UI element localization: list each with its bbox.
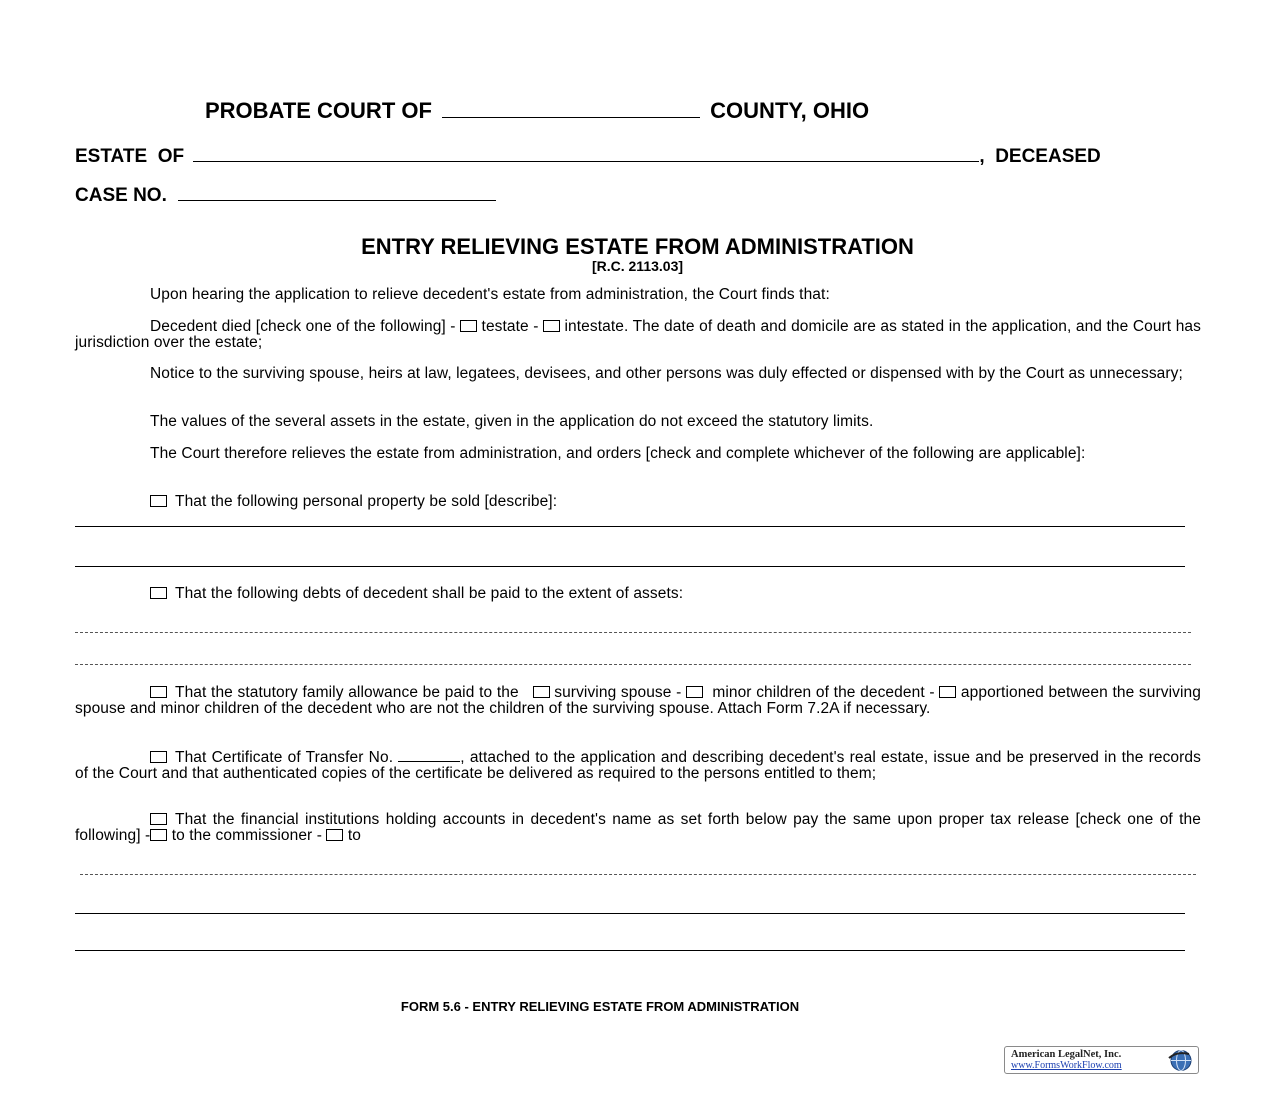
allowance-checkbox[interactable]	[150, 686, 167, 698]
finding-relief: The Court therefore relieves the estate from administration, and orders [check and complete whichever of the following are applicable]:	[150, 445, 1086, 462]
estate-suffix: , DECEASED	[979, 146, 1101, 167]
order-financial	[75, 812, 1201, 844]
property-line-1[interactable]	[75, 526, 1185, 527]
allowance-text-a: That the statutory family allowance be paid to the	[175, 684, 519, 701]
court-suffix: COUNTY, OHIO	[710, 98, 870, 123]
certificate-number-field[interactable]	[398, 749, 460, 762]
case-line	[75, 184, 496, 207]
finding-values: The values of the several assets in the estate, given in the application do not exceed the statutory limits.	[150, 413, 874, 430]
form-footer-label: FORM 5.6 - ENTRY RELIEVING ESTATE FROM ADMINISTRATION	[400, 999, 800, 1014]
county-field[interactable]	[442, 99, 700, 118]
finding-death	[75, 319, 1201, 351]
financial-line-3[interactable]	[75, 950, 1185, 951]
apportioned-checkbox[interactable]	[939, 686, 956, 698]
vendor-name: American LegalNet, Inc.	[1011, 1049, 1122, 1060]
vendor-badge[interactable]	[1004, 1046, 1199, 1074]
finding-hearing: Upon hearing the application to relieve decedent's estate from administration, the Court finds that:	[150, 286, 830, 303]
order-certificate	[75, 749, 1201, 782]
estate-name-field[interactable]	[193, 145, 979, 162]
death-text-b: intestate. The date of death and domicile are as stated in the application, and the Court has jurisdiction over the estate;	[75, 318, 1201, 351]
court-heading	[205, 98, 869, 124]
court-prefix: PROBATE COURT OF	[205, 98, 432, 123]
globe-icon	[1165, 1048, 1195, 1073]
finding-notice: Notice to the surviving spouse, heirs at law, legatees, devisees, and other persons was duly effected or dispensed with by the Court as unnecessary;	[150, 365, 1183, 382]
order-sell-property: That the following personal property be sold [describe]:	[75, 494, 1201, 510]
certificate-checkbox[interactable]	[150, 751, 167, 763]
estate-line	[75, 145, 1101, 168]
vendor-url[interactable]: www.FormsWorkFlow.com	[1011, 1060, 1122, 1071]
to-label: to	[347, 827, 361, 844]
commissioner-label: to the commissioner -	[171, 827, 322, 844]
testate-label: testate -	[481, 318, 539, 335]
debts-line-1[interactable]	[75, 632, 1191, 633]
surviving-spouse-label: surviving spouse -	[554, 684, 682, 701]
form-title: ENTRY RELIEVING ESTATE FROM ADMINISTRATION	[361, 234, 914, 259]
sell-property-checkbox[interactable]	[150, 495, 167, 507]
estate-label: ESTATE OF	[75, 146, 185, 167]
order-debts: That the following debts of decedent shall be paid to the extent of assets:	[75, 586, 1201, 602]
financial-line-1[interactable]	[80, 874, 1196, 875]
intestate-checkbox[interactable]	[543, 320, 560, 332]
case-label: CASE NO.	[75, 185, 167, 206]
commissioner-checkbox[interactable]	[150, 829, 167, 841]
surviving-spouse-checkbox[interactable]	[533, 686, 550, 698]
death-text-a: Decedent died [check one of the following] -	[150, 318, 456, 335]
financial-line-2[interactable]	[75, 913, 1185, 914]
order-allowance	[75, 685, 1201, 717]
to-checkbox[interactable]	[326, 829, 343, 841]
financial-checkbox[interactable]	[150, 813, 167, 825]
financial-text-a: That the financial institutions holding accounts in decedent's name as set forth below pay the same upon proper tax release [check one of the following] -	[75, 811, 1201, 844]
certificate-text-b: , attached to the application and describing decedent's real estate, issue and be preserved in the records of the Court and that authenticated copies of the certificate be delivered as required to the persons entitled to them;	[75, 749, 1201, 782]
statute-ref: [R.C. 2113.03]	[591, 258, 684, 274]
certificate-text-a: That Certificate of Transfer No.	[175, 749, 394, 766]
case-number-field[interactable]	[178, 184, 496, 201]
allowance-text-b: apportioned between the surviving spouse and minor children of the decedent who are not the children of the surviving spouse. Attach Form 7.2A if necessary.	[75, 684, 1201, 717]
property-line-2[interactable]	[75, 566, 1185, 567]
debts-line-2[interactable]	[75, 664, 1191, 665]
debts-checkbox[interactable]	[150, 587, 167, 599]
minor-children-checkbox[interactable]	[686, 686, 703, 698]
minor-children-label: minor children of the decedent -	[712, 684, 935, 701]
testate-checkbox[interactable]	[460, 320, 477, 332]
